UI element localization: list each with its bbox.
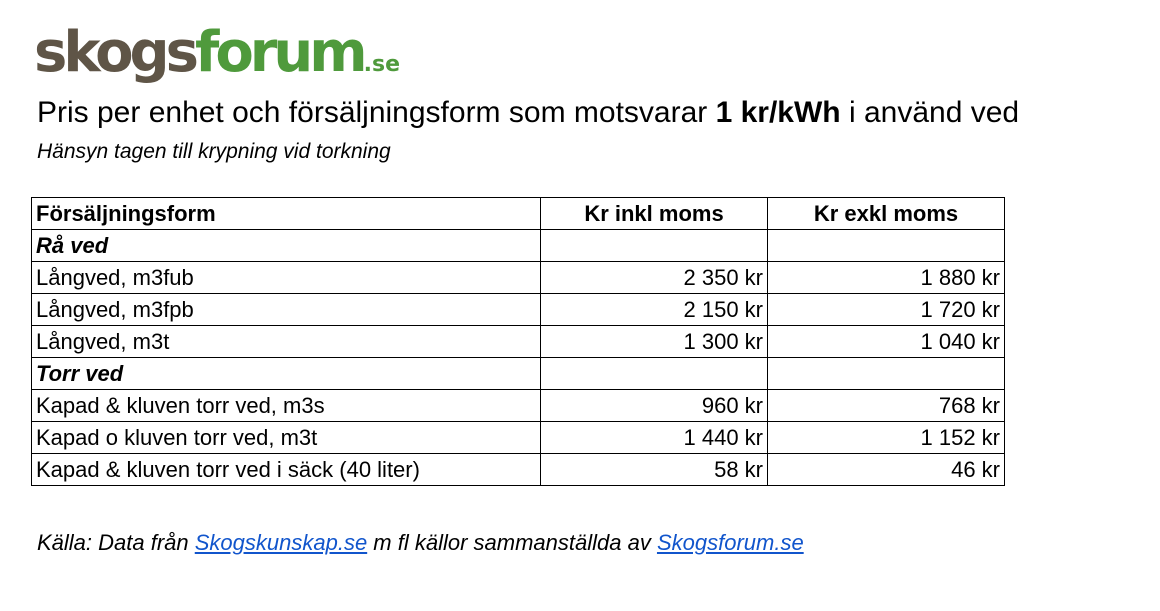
cell-inkl: 2 350 kr [541, 262, 768, 294]
header-cell: Kr inkl moms [541, 198, 768, 230]
cell-exkl: 46 kr [768, 454, 1005, 486]
table-row [32, 454, 1005, 486]
price-table [31, 197, 1005, 486]
logo-part3: .se [363, 52, 401, 77]
cell-exkl: 1 040 kr [768, 326, 1005, 358]
source-middle: m fl källor sammanställda av [367, 530, 657, 555]
subtitle: Hänsyn tagen till krypning vid torkning [37, 140, 391, 163]
cell-inkl: 960 kr [541, 390, 768, 422]
source-line [37, 530, 804, 556]
cell-exkl [768, 230, 1005, 262]
cell-label: Kapad o kluven torr ved, m3t [32, 422, 541, 454]
table-row [32, 422, 1005, 454]
cell-label: Kapad & kluven torr ved i säck (40 liter) [32, 454, 541, 486]
cell-exkl: 1 880 kr [768, 262, 1005, 294]
table-row [32, 326, 1005, 358]
cell-label: Långved, m3fpb [32, 294, 541, 326]
table-row [32, 294, 1005, 326]
cell-label: Rå ved [32, 230, 541, 262]
section-row [32, 230, 1005, 262]
title-prefix: Pris per enhet och försäljningsform som motsvarar [37, 96, 716, 129]
source-prefix: Källa: Data från [37, 530, 195, 555]
table-row [32, 262, 1005, 294]
cell-inkl [541, 358, 768, 390]
header-cell: Försäljningsform [32, 198, 541, 230]
cell-inkl: 2 150 kr [541, 294, 768, 326]
table-row [32, 390, 1005, 422]
logo-part1: skogs [34, 20, 195, 85]
skogskunskap-link[interactable]: Skogskunskap.se [194, 530, 368, 555]
cell-inkl: 58 kr [541, 454, 768, 486]
cell-inkl: 1 300 kr [541, 326, 768, 358]
cell-label: Kapad & kluven torr ved, m3s [32, 390, 541, 422]
header-cell: Kr exkl moms [768, 198, 1005, 230]
cell-label: Långved, m3t [32, 326, 541, 358]
skogsforum-logo [34, 18, 400, 100]
logo-part2: forum [194, 20, 364, 85]
skogsforum-link[interactable]: Skogsforum.se [656, 530, 804, 555]
cell-exkl: 1 152 kr [768, 422, 1005, 454]
cell-inkl: 1 440 kr [541, 422, 768, 454]
cell-exkl [768, 358, 1005, 390]
section-row [32, 358, 1005, 390]
title-bold: 1 kr/kWh [715, 96, 841, 129]
table-header-row [32, 198, 1005, 230]
cell-inkl [541, 230, 768, 262]
cell-exkl: 768 kr [768, 390, 1005, 422]
cell-label: Torr ved [32, 358, 541, 390]
cell-label: Långved, m3fub [32, 262, 541, 294]
title-suffix: i använd ved [840, 96, 1020, 129]
page-title [37, 96, 1019, 130]
cell-exkl: 1 720 kr [768, 294, 1005, 326]
